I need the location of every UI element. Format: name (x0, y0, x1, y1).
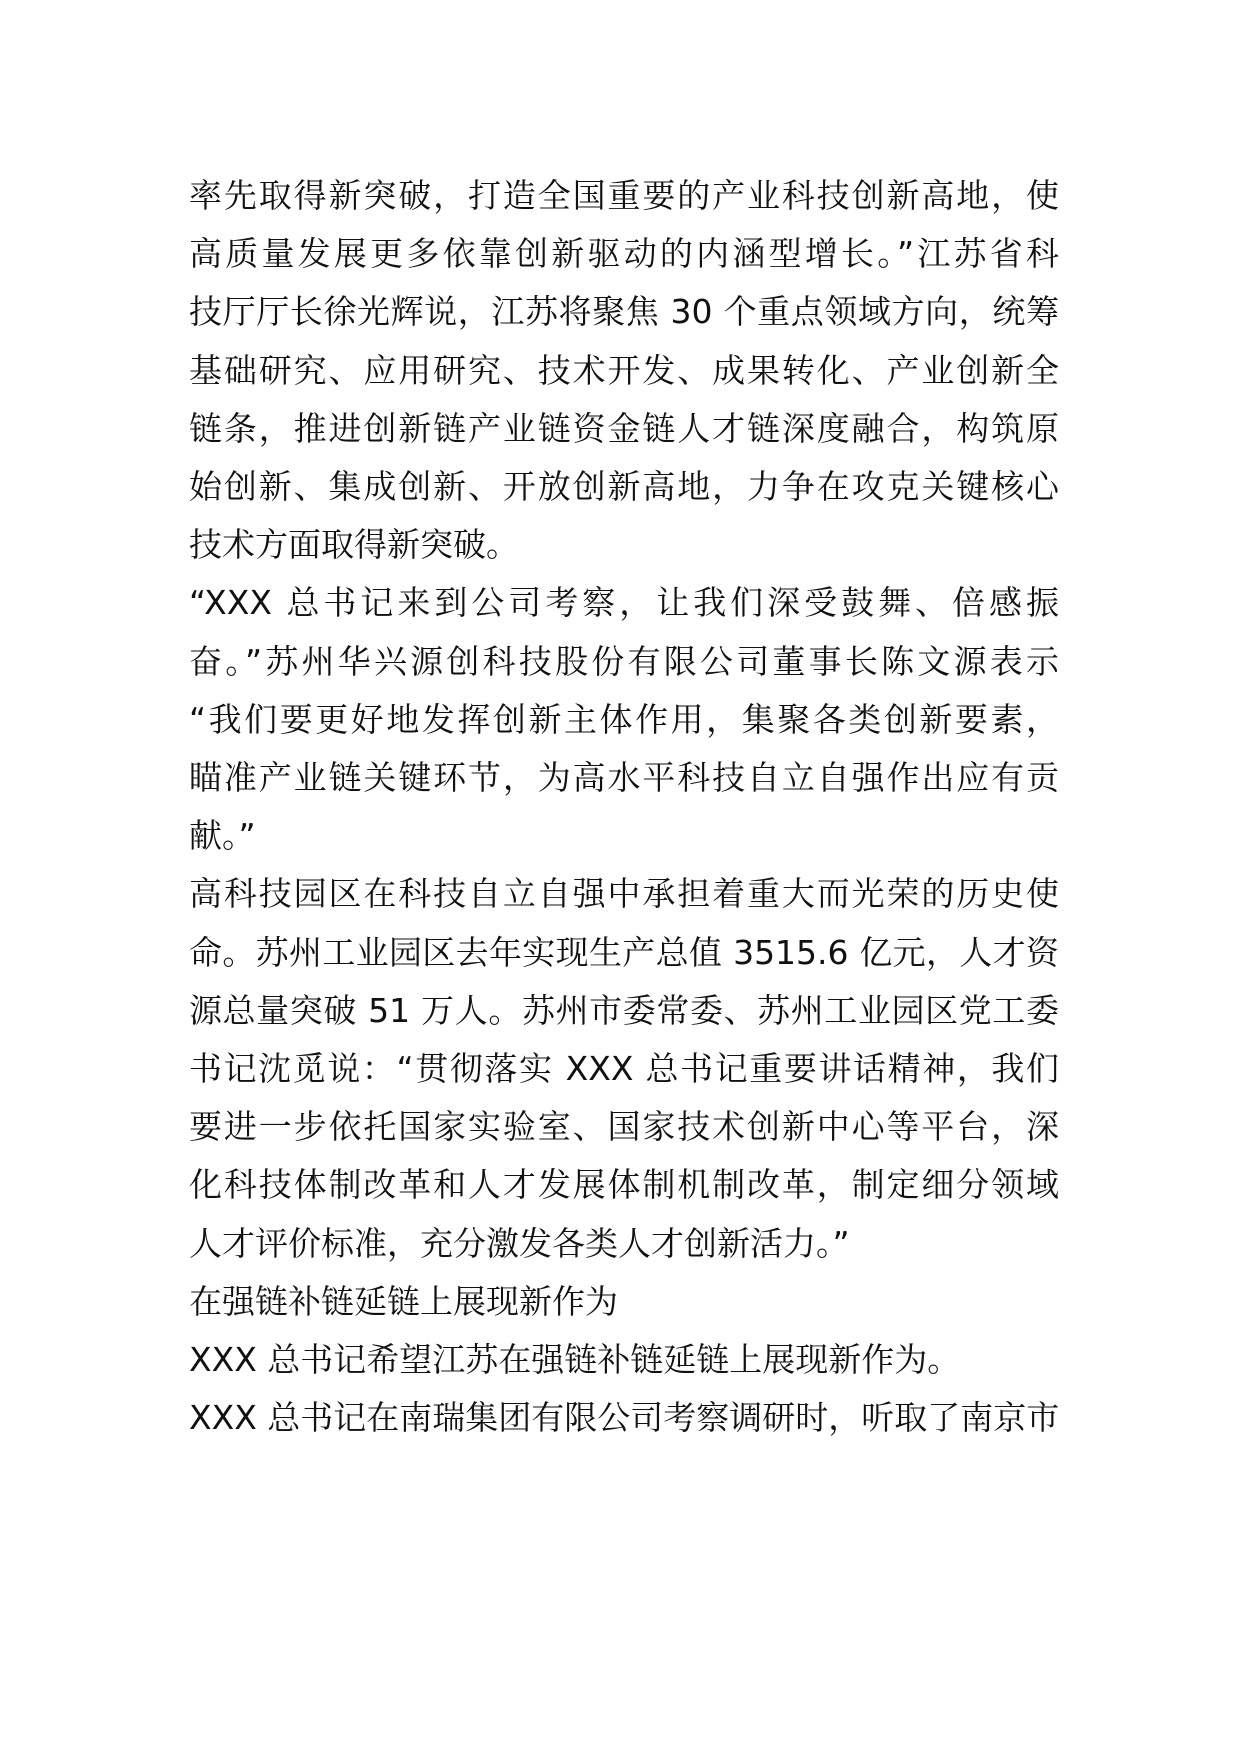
text-line-13: 高科技园区在科技自立自强中承担着重大而光荣的历史使 (189, 874, 1059, 913)
text-line-8: “XXX 总书记来到公司考察，让我们深受鼓舞、倍感振 (189, 583, 1059, 622)
text-line-19: 人才评价标准，充分激发各类人才创新活力。” (189, 1224, 850, 1263)
text-line-5: 链条，推进创新链产业链资金链人才链深度融合，构筑原 (189, 409, 1059, 448)
text-line-22: XXX 总书记在南瑞集团有限公司考察调研时，听取了南京市 (189, 1398, 1059, 1437)
text-line-18: 化科技体制改革和人才发展体制机制改革，制定细分领域 (189, 1165, 1059, 1204)
text-line-17: 要进一步依托国家实验室、国家技术创新中心等平台，深 (189, 1107, 1059, 1146)
text-line-3: 技厅厅长徐光辉说，江苏将聚焦 30 个重点领域方向，统筹 (189, 292, 1059, 331)
text-line-4: 基础研究、应用研究、技术开发、成果转化、产业创新全 (189, 351, 1059, 390)
text-line-2: 高质量发展更多依靠创新驱动的内涵型增长。”江苏省科 (189, 234, 1059, 273)
text-line-14: 命。苏州工业园区去年实现生产总值 3515.6 亿元，人才资 (189, 933, 1059, 972)
text-line-1: 率先取得新突破，打造全国重要的产业科技创新高地，使 (189, 176, 1059, 215)
text-line-11: 瞄准产业链关键环节，为高水平科技自立自强作出应有贡 (189, 758, 1059, 797)
text-line-10: “我们要更好地发挥创新主体作用，集聚各类创新要素， (189, 700, 1059, 739)
section-heading: 在强链补链延链上展现新作为 (189, 1282, 618, 1321)
text-line-6: 始创新、集成创新、开放创新高地，力争在攻克关键核心 (189, 467, 1059, 506)
text-line-7: 技术方面取得新突破。 (189, 525, 519, 564)
text-line-12: 献。” (189, 816, 256, 855)
text-line-15: 源总量突破 51 万人。苏州市委常委、苏州工业园区党工委 (189, 991, 1059, 1030)
text-line-16: 书记沈觅说：“贯彻落实 XXX 总书记重要讲话精神，我们 (189, 1049, 1059, 1088)
text-line-9: 奋。”苏州华兴源创科技股份有限公司董事长陈文源表示 (189, 642, 1059, 681)
text-line-21: XXX 总书记希望江苏在强链补链延链上展现新作为。 (189, 1340, 961, 1379)
